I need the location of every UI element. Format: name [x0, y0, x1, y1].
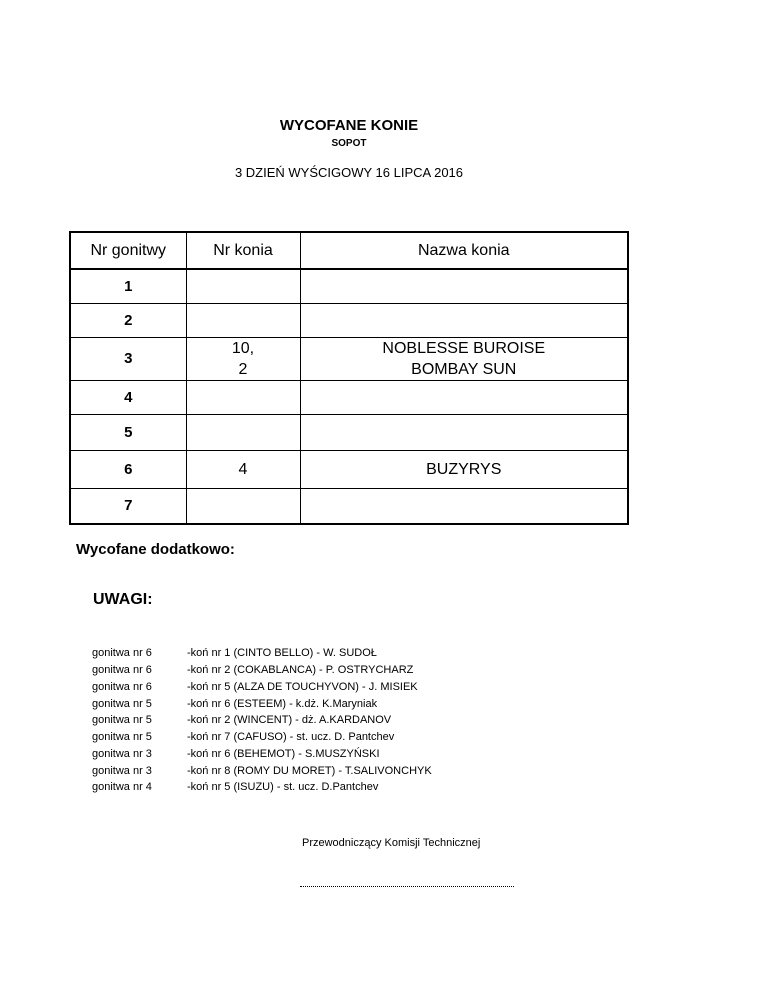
remark-race: gonitwa nr 3: [92, 764, 152, 777]
table-row: [70, 450, 628, 488]
horse-name-cell: BUZYRYS: [300, 450, 628, 488]
column-header-horse-nr: Nr konia: [186, 232, 300, 269]
remark-text: -koń nr 5 (ALZA DE TOUCHYVON) - J. MISIEK: [187, 680, 418, 693]
remark-row: [92, 712, 432, 729]
remark-text: -koń nr 5 (ISUZU) - st. ucz. D.Pantchev: [187, 781, 379, 794]
table-row: [70, 337, 628, 380]
withdrawn-horses-table: [69, 231, 629, 525]
remark-row: [92, 729, 432, 746]
remark-row: [92, 779, 432, 796]
horse-nr-cell: [186, 488, 300, 524]
remarks-label: UWAGI:: [93, 591, 153, 608]
remark-race: gonitwa nr 4: [92, 781, 152, 794]
remark-text: -koń nr 2 (WINCENT) - dż. A.KARDANOV: [187, 714, 392, 727]
horse-name-cell: NOBLESSE BUROISE BOMBAY SUN: [300, 337, 628, 380]
document-title: WYCOFANE KONIE: [279, 117, 419, 134]
horse-nr-cell: [186, 303, 300, 337]
race-cell: 6: [70, 450, 186, 488]
remark-text: -koń nr 6 (ESTEEM) - k.dż. K.Maryniak: [187, 697, 378, 710]
race-cell: 7: [70, 488, 186, 524]
race-cell: 4: [70, 380, 186, 414]
table-row: [70, 380, 628, 414]
remark-race: gonitwa nr 5: [92, 714, 152, 727]
horse-nr-cell: [186, 269, 300, 303]
remarks-list: [92, 645, 432, 796]
horse-name-cell: [300, 269, 628, 303]
horse-name-cell: [300, 303, 628, 337]
document-subtitle: SOPOT: [331, 138, 367, 149]
race-cell: 5: [70, 414, 186, 450]
signature-line: [300, 876, 514, 887]
remark-race: gonitwa nr 6: [92, 680, 152, 693]
remark-race: gonitwa nr 6: [92, 647, 152, 660]
remark-row: [92, 695, 432, 712]
table-row: [70, 303, 628, 337]
remark-race: gonitwa nr 5: [92, 697, 152, 710]
remark-text: -koń nr 6 (BEHEMOT) - S.MUSZYŃSKI: [187, 747, 380, 760]
remark-row: [92, 645, 432, 662]
table-header-row: [70, 232, 628, 269]
horse-name-cell: [300, 380, 628, 414]
signature-label: Przewodniczący Komisji Technicznej: [302, 837, 481, 849]
remark-text: -koń nr 2 (COKABLANCA) - P. OSTRYCHARZ: [187, 664, 414, 677]
remark-text: -koń nr 8 (ROMY DU MORET) - T.SALIVONCHYK: [187, 764, 432, 777]
race-cell: 2: [70, 303, 186, 337]
remark-row: [92, 679, 432, 696]
column-header-race: Nr gonitwy: [70, 232, 186, 269]
remark-row: [92, 746, 432, 763]
remark-text: -koń nr 1 (CINTO BELLO) - W. SUDOŁ: [187, 647, 377, 660]
race-cell: 1: [70, 269, 186, 303]
horse-name-cell: [300, 488, 628, 524]
race-day-line: 3 DZIEŃ WYŚCIGOWY 16 LIPCA 2016: [234, 165, 464, 180]
remark-text: -koń nr 7 (CAFUSO) - st. ucz. D. Pantchev: [187, 731, 395, 744]
extra-withdrawn-label: Wycofane dodatkowo:: [76, 541, 235, 558]
remark-race: gonitwa nr 6: [92, 664, 152, 677]
remark-race: gonitwa nr 5: [92, 731, 152, 744]
horse-nr-cell: 4: [186, 450, 300, 488]
race-cell: 3: [70, 337, 186, 380]
column-header-horse-name: Nazwa konia: [300, 232, 628, 269]
table-row: [70, 488, 628, 524]
remark-row: [92, 662, 432, 679]
horse-nr-cell: 10, 2: [186, 337, 300, 380]
horse-nr-cell: [186, 414, 300, 450]
table-row: [70, 414, 628, 450]
horse-name-cell: [300, 414, 628, 450]
horse-nr-cell: [186, 380, 300, 414]
table-row: [70, 269, 628, 303]
remark-row: [92, 762, 432, 779]
remark-race: gonitwa nr 3: [92, 747, 152, 760]
